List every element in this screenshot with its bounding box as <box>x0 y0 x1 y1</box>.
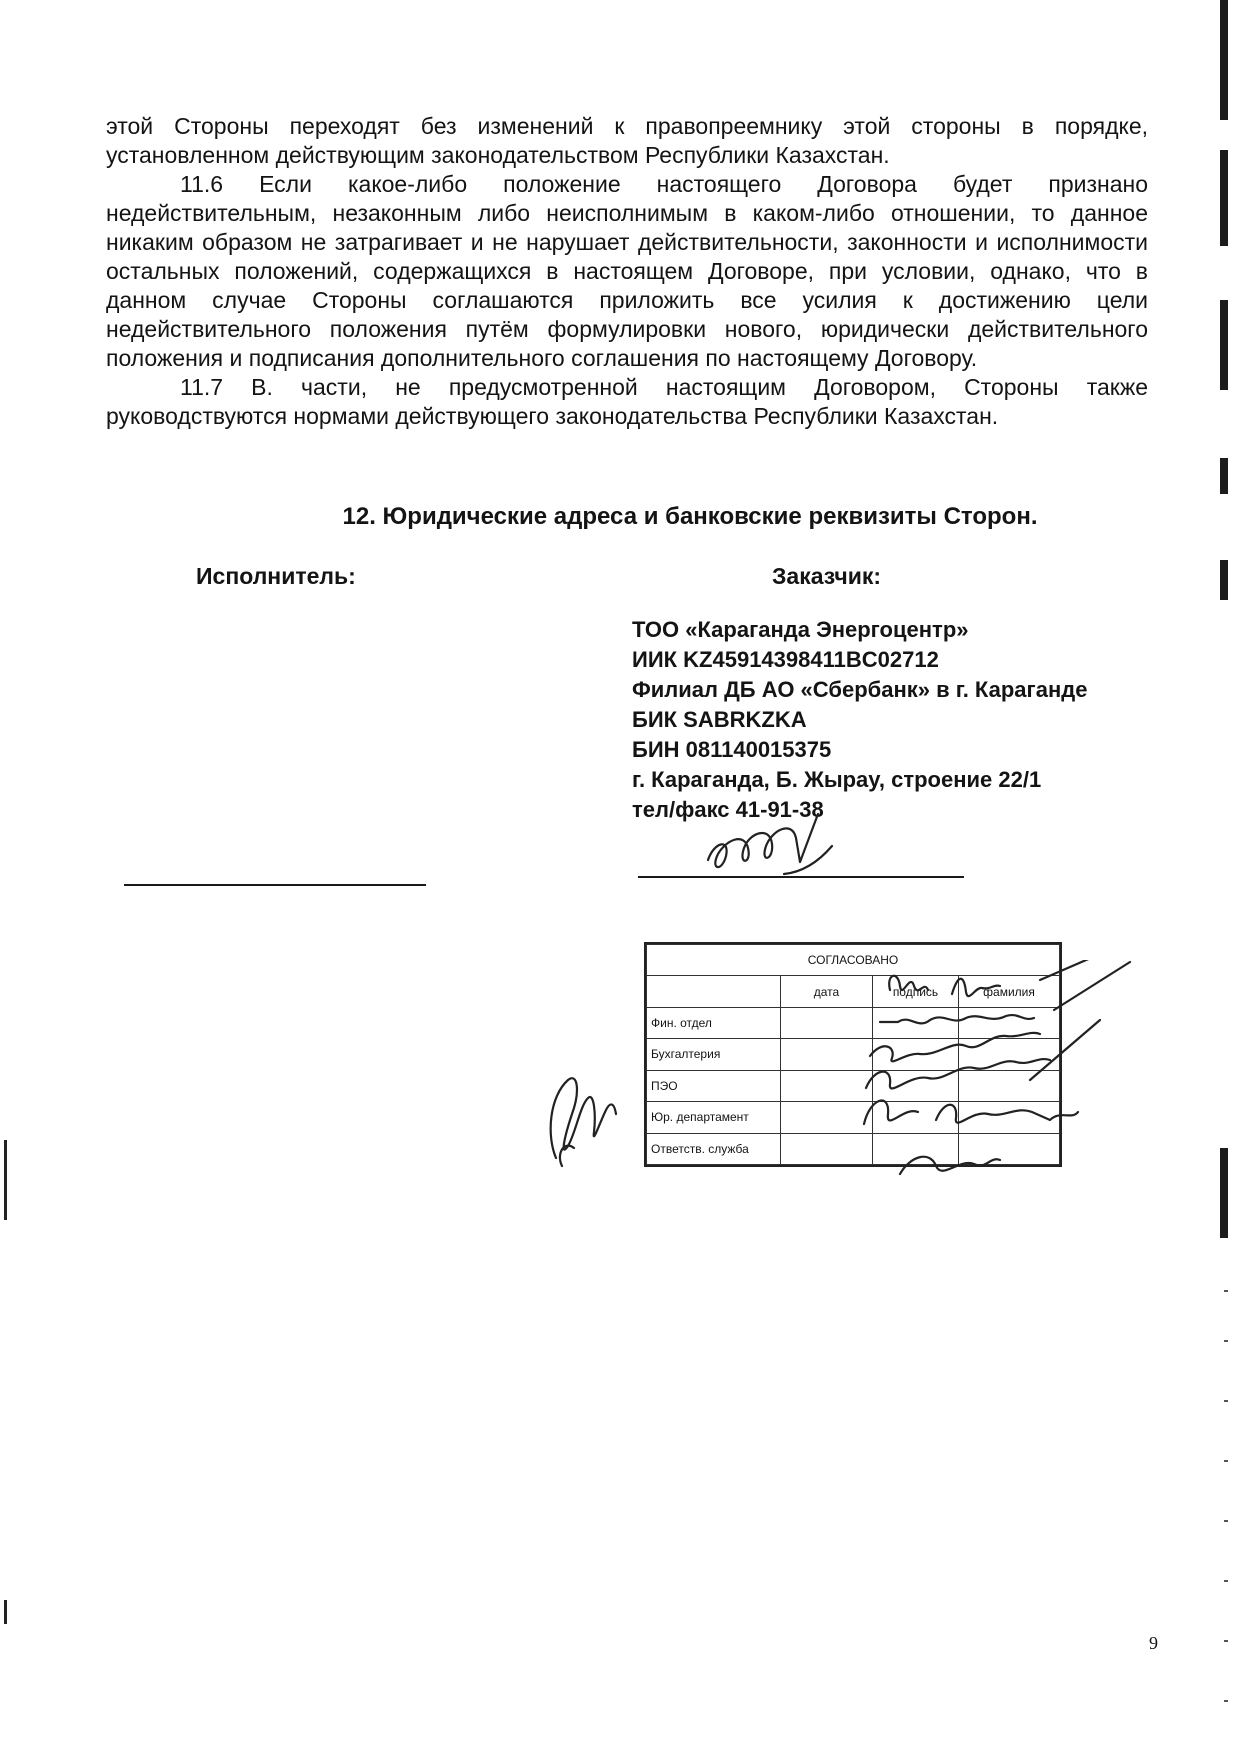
phone-line: тел/факс 41-91-38 <box>632 797 824 822</box>
bin-line: БИН 081140015375 <box>632 737 832 762</box>
scan-left-mark <box>4 1600 7 1624</box>
company-name: ТОО «Караганда Энергоцентр» <box>632 617 969 642</box>
section-title: 12. Юридические адреса и банковские реквизиты Сторон. <box>342 503 1038 530</box>
scan-margin-strip <box>1220 458 1228 494</box>
approval-signatures-icon <box>840 960 1180 1210</box>
scan-tick <box>1224 1580 1228 1582</box>
scan-tick <box>1224 1340 1228 1342</box>
scan-margin-strip <box>1220 1148 1228 1238</box>
executor-signature-line <box>124 884 426 886</box>
approval-row-label: Фин. отдел <box>647 1007 781 1038</box>
paragraph-11-7: 11.7 В. части, не предусмотренной настоящим Договором, Стороны также руководствуются нормами действующего законодательства Республики Казахстан. <box>106 374 1148 429</box>
approval-col-date: дата <box>781 976 873 1007</box>
scan-tick <box>1224 1460 1228 1462</box>
customer-signature-icon <box>700 790 850 890</box>
approval-title: СОГЛАСОВАНО <box>647 945 1060 976</box>
bik-line: БИК SABRKZKA <box>632 707 807 732</box>
scan-tick <box>1224 1520 1228 1522</box>
approval-col-surname: фамилия <box>959 976 1060 1007</box>
scan-tick <box>1224 1640 1228 1642</box>
contract-text <box>106 112 1148 431</box>
customer-label: Заказчик: <box>772 563 882 589</box>
scan-tick <box>1224 1400 1228 1402</box>
margin-signature-icon <box>538 1062 628 1172</box>
scan-margin-strip <box>1220 0 1228 120</box>
approval-row-label: Бухгалтерия <box>647 1039 781 1070</box>
scan-tick <box>1224 1290 1228 1292</box>
iik-line: ИИК KZ45914398411BC02712 <box>632 647 939 672</box>
approval-row-label: Юр. департамент <box>647 1102 781 1133</box>
executor-label: Исполнитель: <box>196 563 356 589</box>
scan-margin-strip <box>1220 300 1228 390</box>
address-line: г. Караганда, Б. Жырау, строение 22/1 <box>632 767 1042 792</box>
approval-col-signature: подпись <box>873 976 959 1007</box>
approval-row-label: ПЭО <box>647 1070 781 1101</box>
paragraph-11-6: 11.6 Если какое-либо положение настоящего Договора будет признано недействительным, незаконным либо неисполнимым в каком-либо отношении, то данное никаким образом не затрагивает и не нарушает действительности, законности и исполнимости остальных положений, содержащихся в настоящем Договоре, при условии, однако, что в данном случае Стороны соглашаются приложить все усилия к достижению цели недействительного положения путём формулировки нового, юридически действительного положения и подписания дополнительного соглашения по настоящему Договору. <box>106 171 1148 371</box>
approval-row-label: Ответств. служба <box>647 1133 781 1164</box>
paragraph-continuation: этой Стороны переходят без изменений к правопреемнику этой стороны в порядке, установленном действующим законодательством Республики Казахстан. <box>106 113 1148 168</box>
page-number: 9 <box>1149 1633 1158 1653</box>
bank-line: Филиал ДБ АО «Сбербанк» в г. Караганде <box>632 677 1088 702</box>
scan-margin-strip <box>1220 150 1228 246</box>
scan-margin-strip <box>1220 560 1228 600</box>
approval-header-blank <box>647 976 781 1007</box>
scan-tick <box>1224 1700 1228 1702</box>
scan-left-mark <box>4 1140 7 1220</box>
